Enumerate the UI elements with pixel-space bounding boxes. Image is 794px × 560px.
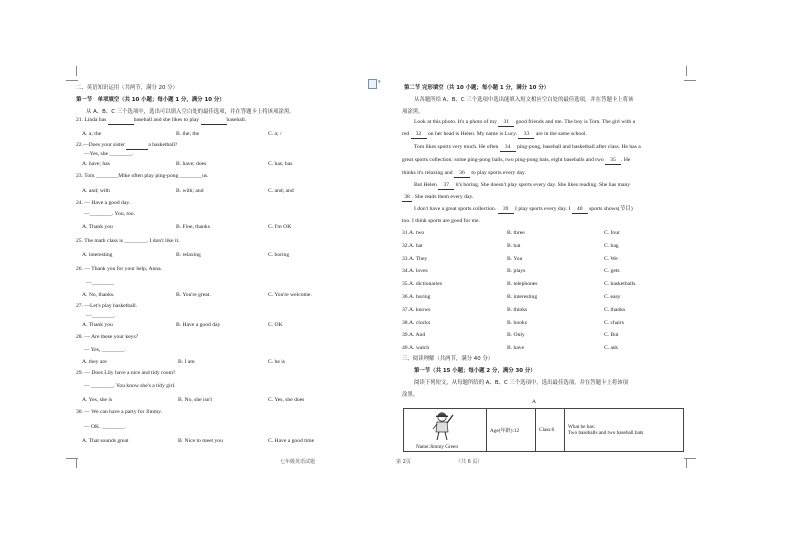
- option-c[interactable]: C. We: [604, 255, 618, 262]
- blank-35: 35: [605, 157, 621, 165]
- passage-line-3: [414, 144, 641, 152]
- passage-line-6: [414, 182, 630, 190]
- q27-option-b[interactable]: B. Have a good day: [176, 322, 221, 328]
- option-c[interactable]: C. basketballs: [604, 281, 636, 288]
- option-b[interactable]: B. Only: [507, 332, 525, 339]
- blank-39: 39: [498, 206, 514, 214]
- option-c[interactable]: C. four: [604, 230, 620, 236]
- passage-text: on her head is Helen. My name is Lucy.: [426, 131, 519, 137]
- option-row: [402, 268, 684, 281]
- option-row: [402, 320, 684, 333]
- baseball-player-icon: [428, 411, 456, 441]
- passage-line-5: [402, 170, 526, 178]
- option-row: [402, 243, 684, 256]
- crop-mark-top-right-v: [686, 66, 687, 76]
- q24-option-b[interactable]: B. Fine, thanks: [176, 224, 210, 230]
- passage-text: ping-pong, baseball and basketball after class. He has a: [515, 144, 641, 150]
- passage-text: I play sports every day. I: [513, 206, 572, 212]
- footer-page: 第 2页: [396, 459, 411, 465]
- option-b[interactable]: B. telephones: [507, 281, 538, 288]
- q22-option-a[interactable]: A. have; has: [82, 161, 110, 167]
- option-a[interactable]: 32.A. hat: [402, 242, 423, 249]
- blank-32: 32: [411, 131, 427, 139]
- student-class: Class:6: [536, 409, 565, 452]
- q28-line2: — Yes, ________.: [84, 347, 126, 353]
- q28-option-a[interactable]: A. they are: [82, 359, 107, 365]
- option-row: [402, 332, 684, 345]
- option-a[interactable]: 37.A. knows: [402, 306, 431, 313]
- q29-option-b[interactable]: B. No, she isn't: [178, 397, 213, 403]
- q24-line2: —________. You, too.: [84, 211, 135, 217]
- q27-line2: —________.: [86, 313, 116, 319]
- q24-stem: 24. — Have a good day.: [76, 200, 131, 206]
- q27-option-a[interactable]: A. Thank you: [82, 322, 113, 328]
- q24-option-a[interactable]: A. Thank you: [82, 224, 113, 230]
- blank-38: 38: [402, 194, 412, 202]
- q26-stem: 26. — Thank you for your help, Anna.: [76, 266, 162, 272]
- q26-line2: —________: [86, 280, 114, 286]
- passage-text: . She reads them every day.: [412, 194, 474, 200]
- section-two-title: 二、英语知识运用（共两节，满分 20 分）: [76, 85, 178, 91]
- part-two-instruction-b: 项涂黑。: [402, 109, 424, 115]
- q26-option-b[interactable]: B. You're great.: [176, 292, 211, 298]
- option-c[interactable]: C. easy: [604, 293, 621, 300]
- option-b[interactable]: B. You: [507, 255, 523, 262]
- q22-option-b[interactable]: B. have; does: [176, 161, 207, 167]
- passage-text: it's boring. She doesn't play sports every day. She likes reading. She has many: [454, 182, 631, 188]
- q24-option-c[interactable]: C. I'm OK: [268, 224, 292, 230]
- option-b[interactable]: B. three: [507, 230, 525, 236]
- name-cell: [404, 409, 487, 452]
- q30-stem: 30. — We can have a party for Jimmy.: [76, 409, 163, 415]
- passage-label: A: [532, 399, 537, 405]
- student-items-cell: [565, 409, 684, 452]
- q22-stem-b: a basketball?: [148, 142, 178, 148]
- option-a[interactable]: 34.A. loves: [402, 268, 428, 275]
- blank-33: 33: [518, 131, 534, 139]
- passage-line-9: too. I think sports are good for me.: [402, 218, 480, 224]
- blank-36: 36: [454, 170, 470, 178]
- option-c[interactable]: C. gets: [604, 268, 620, 275]
- student-age: Age(年龄):12: [487, 409, 536, 452]
- student-info-table: [403, 408, 684, 452]
- chevron-down-icon[interactable]: ▾: [378, 80, 381, 85]
- option-a[interactable]: 33.A. They: [402, 255, 428, 262]
- q25-option-a[interactable]: A. interesting: [82, 252, 113, 258]
- option-c[interactable]: C. But: [604, 332, 619, 339]
- q29-option-c[interactable]: C. Yes, she does: [268, 397, 305, 403]
- footer-total: （共 6 页）: [456, 459, 483, 465]
- items-value: Two baseballs and two baseball bats: [568, 430, 644, 436]
- q29-line2: — ________. You know she's a tidy girl.: [84, 383, 176, 389]
- q30-option-b[interactable]: B. Nice to meet you: [178, 438, 223, 444]
- q23-stem: 23. Tom ________Mike often play ping-pong ________us.: [76, 173, 209, 179]
- student-name: Name:Jimmy Green: [416, 444, 458, 450]
- blank-31: 31: [498, 119, 514, 127]
- option-row: [402, 281, 684, 294]
- option-b[interactable]: B. thinks: [507, 306, 528, 313]
- q21-stem-b: baseball and she likes to play: [133, 117, 201, 123]
- q25-stem: 25. The math class is ________. I don't like it.: [76, 238, 180, 244]
- q26-option-c[interactable]: C. You're welcome.: [268, 292, 312, 298]
- q21-option-c[interactable]: C. a; /: [268, 131, 282, 137]
- part-one-title: 第一节 单项填空（共 10 小题；每小题 1 分，满分 10 分）: [76, 97, 225, 103]
- part-two-title: 第二节 完形填空（共 10 小题；每小题 1 分，满分 10 分）: [404, 85, 550, 91]
- passage-text: But Helen: [414, 182, 439, 188]
- q21-option-a[interactable]: A. a; the: [82, 131, 102, 137]
- part-three-title: 第一节（共 15 小题；每小题 2 分，满分 30 分）: [414, 368, 536, 374]
- section-three-title: 三、阅读理解（共两节，满分 40 分）: [402, 356, 494, 362]
- footer-subject: 七年级英语试题: [280, 459, 316, 465]
- q23-option-c[interactable]: C. and; and: [268, 188, 294, 194]
- option-row: [402, 230, 684, 243]
- q22-stem-a: 22.—Does your sister: [76, 142, 127, 148]
- passage-text: . He: [621, 157, 631, 163]
- crop-mark-bottom-right-v: [686, 458, 687, 468]
- option-b[interactable]: B. books: [507, 319, 527, 326]
- q21-blank-1: [108, 117, 134, 125]
- option-a[interactable]: 40.A. watch: [402, 345, 430, 352]
- option-b[interactable]: B. plays: [507, 268, 526, 275]
- crop-mark-top-left-v: [76, 66, 77, 76]
- q21-stem: [76, 117, 246, 125]
- blank-34: 34: [500, 144, 516, 152]
- part-one-instruction: 从 A、B、C 三个选项中，选出可以填入空白处的最佳选项，并在答题卡上将该项涂黑。: [86, 109, 295, 115]
- q25-option-c[interactable]: C. boring: [268, 252, 290, 258]
- option-a[interactable]: 31.A. two: [402, 230, 425, 236]
- part-two-instruction-a: 从各题所给 A、B、C 三个选项中选出能填入短文相应空白处的最佳选项，并在答题卡上将该: [414, 97, 634, 103]
- q30-option-c[interactable]: C. Have a good time: [268, 438, 315, 444]
- blank-40: 40: [572, 206, 588, 214]
- q23-option-b[interactable]: B. with; and: [176, 188, 204, 194]
- q27-stem: 27. —Let's play basketball.: [76, 303, 138, 309]
- q28-stem: 28. — Are these your keys?: [76, 334, 139, 340]
- q27-option-c[interactable]: C. OK: [268, 322, 283, 328]
- passage-text: Tom likes sports very much. He often: [414, 144, 500, 150]
- page-icon[interactable]: [368, 79, 377, 89]
- q26-option-a[interactable]: A. No, thanks.: [82, 292, 115, 298]
- q22-line2: —Yes, she ________.: [84, 151, 134, 157]
- passage-text: sports shows(节目): [587, 206, 633, 212]
- option-row: [402, 294, 684, 307]
- q21-stem-a: 21. Linda has: [76, 117, 108, 123]
- option-b[interactable]: B. interesting: [507, 293, 538, 300]
- passage-text: good friends and me. The boy is Tom. The girl with a: [514, 119, 636, 125]
- option-c[interactable]: C. bag: [604, 242, 619, 249]
- passage-text: to play sports every day.: [469, 170, 526, 176]
- option-c[interactable]: C. chairs: [604, 319, 624, 326]
- items-title: What he has:: [568, 424, 596, 430]
- q25-option-b[interactable]: B. relaxing: [176, 252, 201, 258]
- passage-text: I don't have a great sports collection.: [414, 206, 498, 212]
- option-a[interactable]: 39.A. And: [402, 332, 426, 339]
- q22-stem: [76, 142, 177, 150]
- option-a[interactable]: 38.A. clocks: [402, 319, 431, 326]
- q22-blank: [126, 142, 148, 150]
- passage-line-8: [414, 206, 633, 214]
- option-b[interactable]: B. have: [507, 345, 525, 352]
- passage-line-7: [402, 194, 473, 202]
- option-row: [402, 256, 684, 269]
- q21-stem-c: baseball.: [226, 117, 247, 123]
- q29-option-a[interactable]: A. Yes, she is: [82, 397, 113, 403]
- passage-line-2: [402, 131, 587, 139]
- option-b[interactable]: B. bat: [507, 242, 521, 249]
- option-row: [402, 307, 684, 320]
- part-three-instruction-a: 阅读下列短文，从每题所给的 A、B、C 三个选项中，选出最佳选项，并在答题卡上将该项: [414, 380, 629, 386]
- q23-option-a[interactable]: A. and; with: [82, 188, 110, 194]
- q28-option-c[interactable]: C. he is: [268, 359, 285, 365]
- crop-mark-bottom-left-v: [76, 458, 77, 468]
- passage-line-4: [402, 157, 630, 165]
- passage-text: Look at this photo. It's a photo of my: [414, 119, 499, 125]
- passage-line-1: [414, 119, 635, 127]
- q22-option-c[interactable]: C. has; has: [268, 161, 293, 167]
- cloze-options: [402, 230, 684, 358]
- option-c[interactable]: C. ask: [604, 345, 618, 352]
- q28-option-b[interactable]: B. I am: [178, 359, 195, 365]
- q30-line2: — OK. ________.: [84, 424, 126, 430]
- passage-text: red: [402, 131, 411, 137]
- q30-option-a[interactable]: A. That sounds great: [82, 438, 129, 444]
- blank-37: 37: [438, 182, 454, 190]
- passage-text: thinks it's relaxing and: [402, 170, 454, 176]
- q21-blank-2: [201, 117, 227, 125]
- passage-text: great sports collection: some ping-pong balls, two ping-pong bats, eight baseballs and two: [402, 157, 606, 163]
- option-c[interactable]: C. thanks: [604, 306, 626, 313]
- part-three-instruction-b: 涂黑。: [402, 392, 419, 398]
- q29-stem: 29. — Does Lily have a nice and tidy room?: [76, 370, 176, 376]
- option-a[interactable]: 36.A. boring: [402, 293, 431, 300]
- passage-text: are in the same school.: [534, 131, 587, 137]
- option-a[interactable]: 35.A. dictionaries: [402, 281, 442, 288]
- q21-option-b[interactable]: B. the; the: [176, 131, 200, 137]
